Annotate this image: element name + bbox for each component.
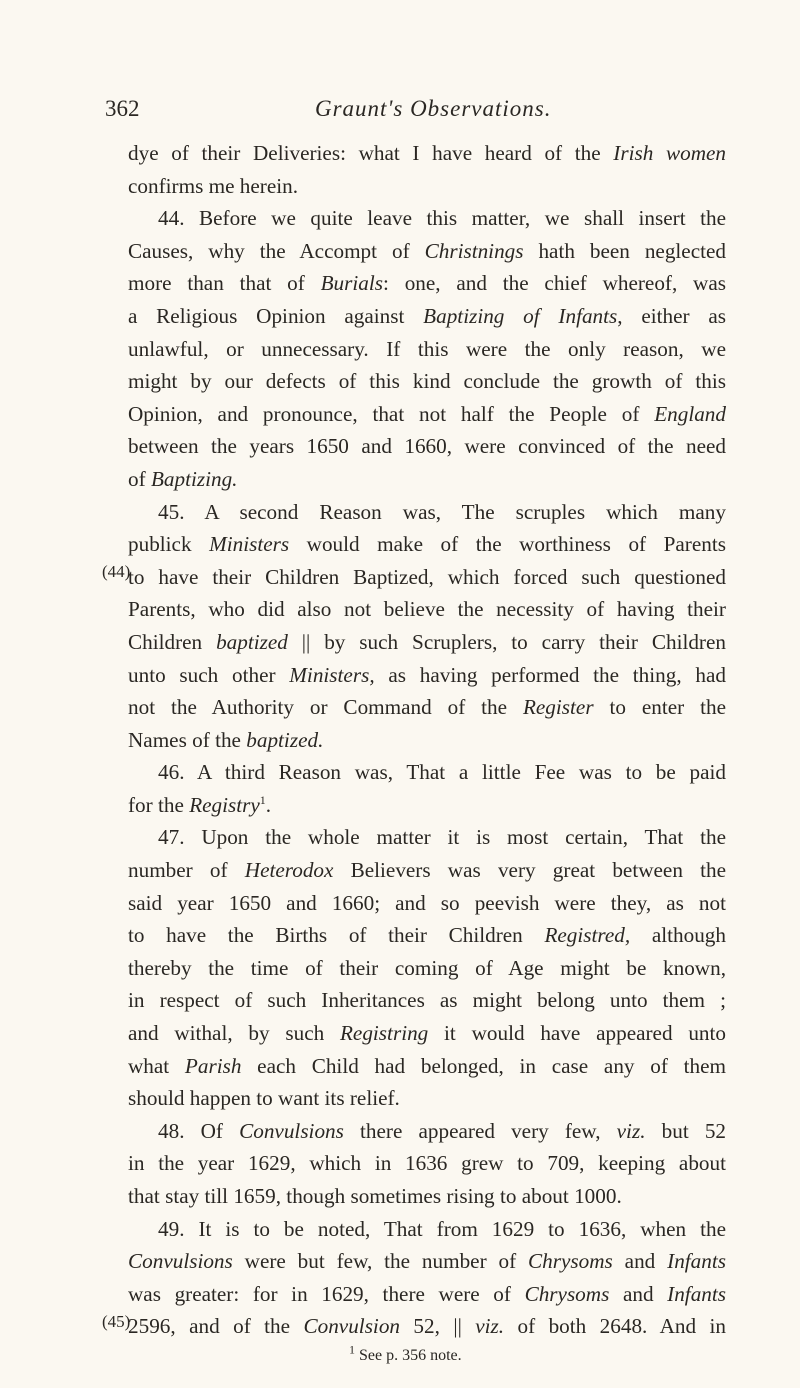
- paragraph-48-start: 48. Of Convulsions there appeared very few, viz. but 52: [158, 1118, 727, 1143]
- text-line: and withal, by such Registring it would have appeared unto: [128, 1021, 727, 1046]
- margin-note-44: (44): [102, 562, 131, 581]
- text-line: Causes, why the Accompt of Christnings hath been neglected: [128, 238, 726, 263]
- text-line: what Parish each Child had belonged, in case any of them: [128, 1053, 726, 1078]
- text-line: between the years 1650 and 1660, were convinced of the need: [128, 434, 726, 459]
- text-line: might by our defects of this kind conclude the growth of this: [128, 369, 726, 394]
- text-line: 2596, and of the Convulsion 52, || viz. of both 2648. And in: [128, 1314, 726, 1339]
- paragraph-44-start: 44. Before we quite leave this matter, we shall insert the: [158, 206, 726, 231]
- text-line: unto such other Ministers, as having performed the thing, had: [128, 662, 726, 687]
- text-line: more than that of Burials: one, and the chief whereof, was: [128, 271, 727, 296]
- paragraph-46-start: 46. A third Reason was, That a little Fee was to be paid: [158, 760, 726, 785]
- text-line: number of Heterodox Believers was very great between the: [128, 858, 726, 883]
- text-line: a Religious Opinion against Baptizing of Infants, either as: [128, 303, 726, 328]
- text-line: thereby the time of their coming of Age might be known,: [128, 955, 726, 980]
- paragraph-47-start: 47. Upon the whole matter it is most certain, That the: [158, 825, 726, 850]
- footnote-text: See p. 356 note.: [355, 1347, 462, 1364]
- text-line: not the Authority or Command of the Register to enter the: [128, 695, 726, 720]
- footnote-ref: 1: [259, 792, 266, 807]
- text-line: in the year 1629, which in 1636 grew to 709, keeping about: [128, 1151, 726, 1176]
- text-line: for the Registry$^1$.: [128, 792, 272, 817]
- text-line: dye of their Deliveries: what I have heard of the Irish women: [128, 141, 726, 165]
- text-line: said year 1650 and 1660; and so peevish were they, as not: [128, 890, 726, 915]
- text-line: should happen to want its relief.: [128, 1086, 400, 1111]
- text-line: Opinion, and pronounce, that not half the People of England: [128, 401, 726, 426]
- text-line: was greater: for in 1629, there were of Chrysoms and Infants: [128, 1281, 727, 1306]
- text-line: Parents, who did also not believe the necessity of having their: [128, 597, 726, 622]
- footnote-mark: 1: [349, 1342, 355, 1357]
- text-line: publick Ministers would make of the worthiness of Parents: [128, 532, 726, 557]
- text-line: Children baptized || by such Scruplers, to carry their Children: [128, 629, 726, 654]
- text-line: Names of the baptized.: [128, 727, 324, 752]
- text-line: in respect of such Inheritances as might belong unto them ;: [128, 988, 726, 1013]
- paragraph-45-start: 45. A second Reason was, The scruples which many: [158, 499, 726, 524]
- running-title: Graunt's Observations.: [315, 96, 552, 121]
- body-text: [128, 137, 726, 1343]
- text-line: confirms me herein.: [128, 173, 299, 198]
- text-line: that stay till 1659, though sometimes rising to about 1000.: [128, 1184, 622, 1208]
- paragraph-49-start: 49. It is to be noted, That from 1629 to 1636, when the: [158, 1216, 726, 1241]
- text-line: unlawful, or unnecessary. If this were the only reason, we: [128, 336, 726, 361]
- text-line: to have the Births of their Children Registred, although: [128, 923, 726, 948]
- text-line: to have their Children Baptized, which forced such questioned: [128, 564, 726, 589]
- footnote: [349, 1342, 462, 1365]
- page-header: [105, 96, 725, 128]
- text-line: of Baptizing.: [128, 466, 238, 491]
- text-line: Convulsions were but few, the number of Chrysoms and Infants: [128, 1249, 726, 1274]
- page-number: 362: [105, 96, 140, 121]
- margin-note-45: (45): [102, 1312, 131, 1331]
